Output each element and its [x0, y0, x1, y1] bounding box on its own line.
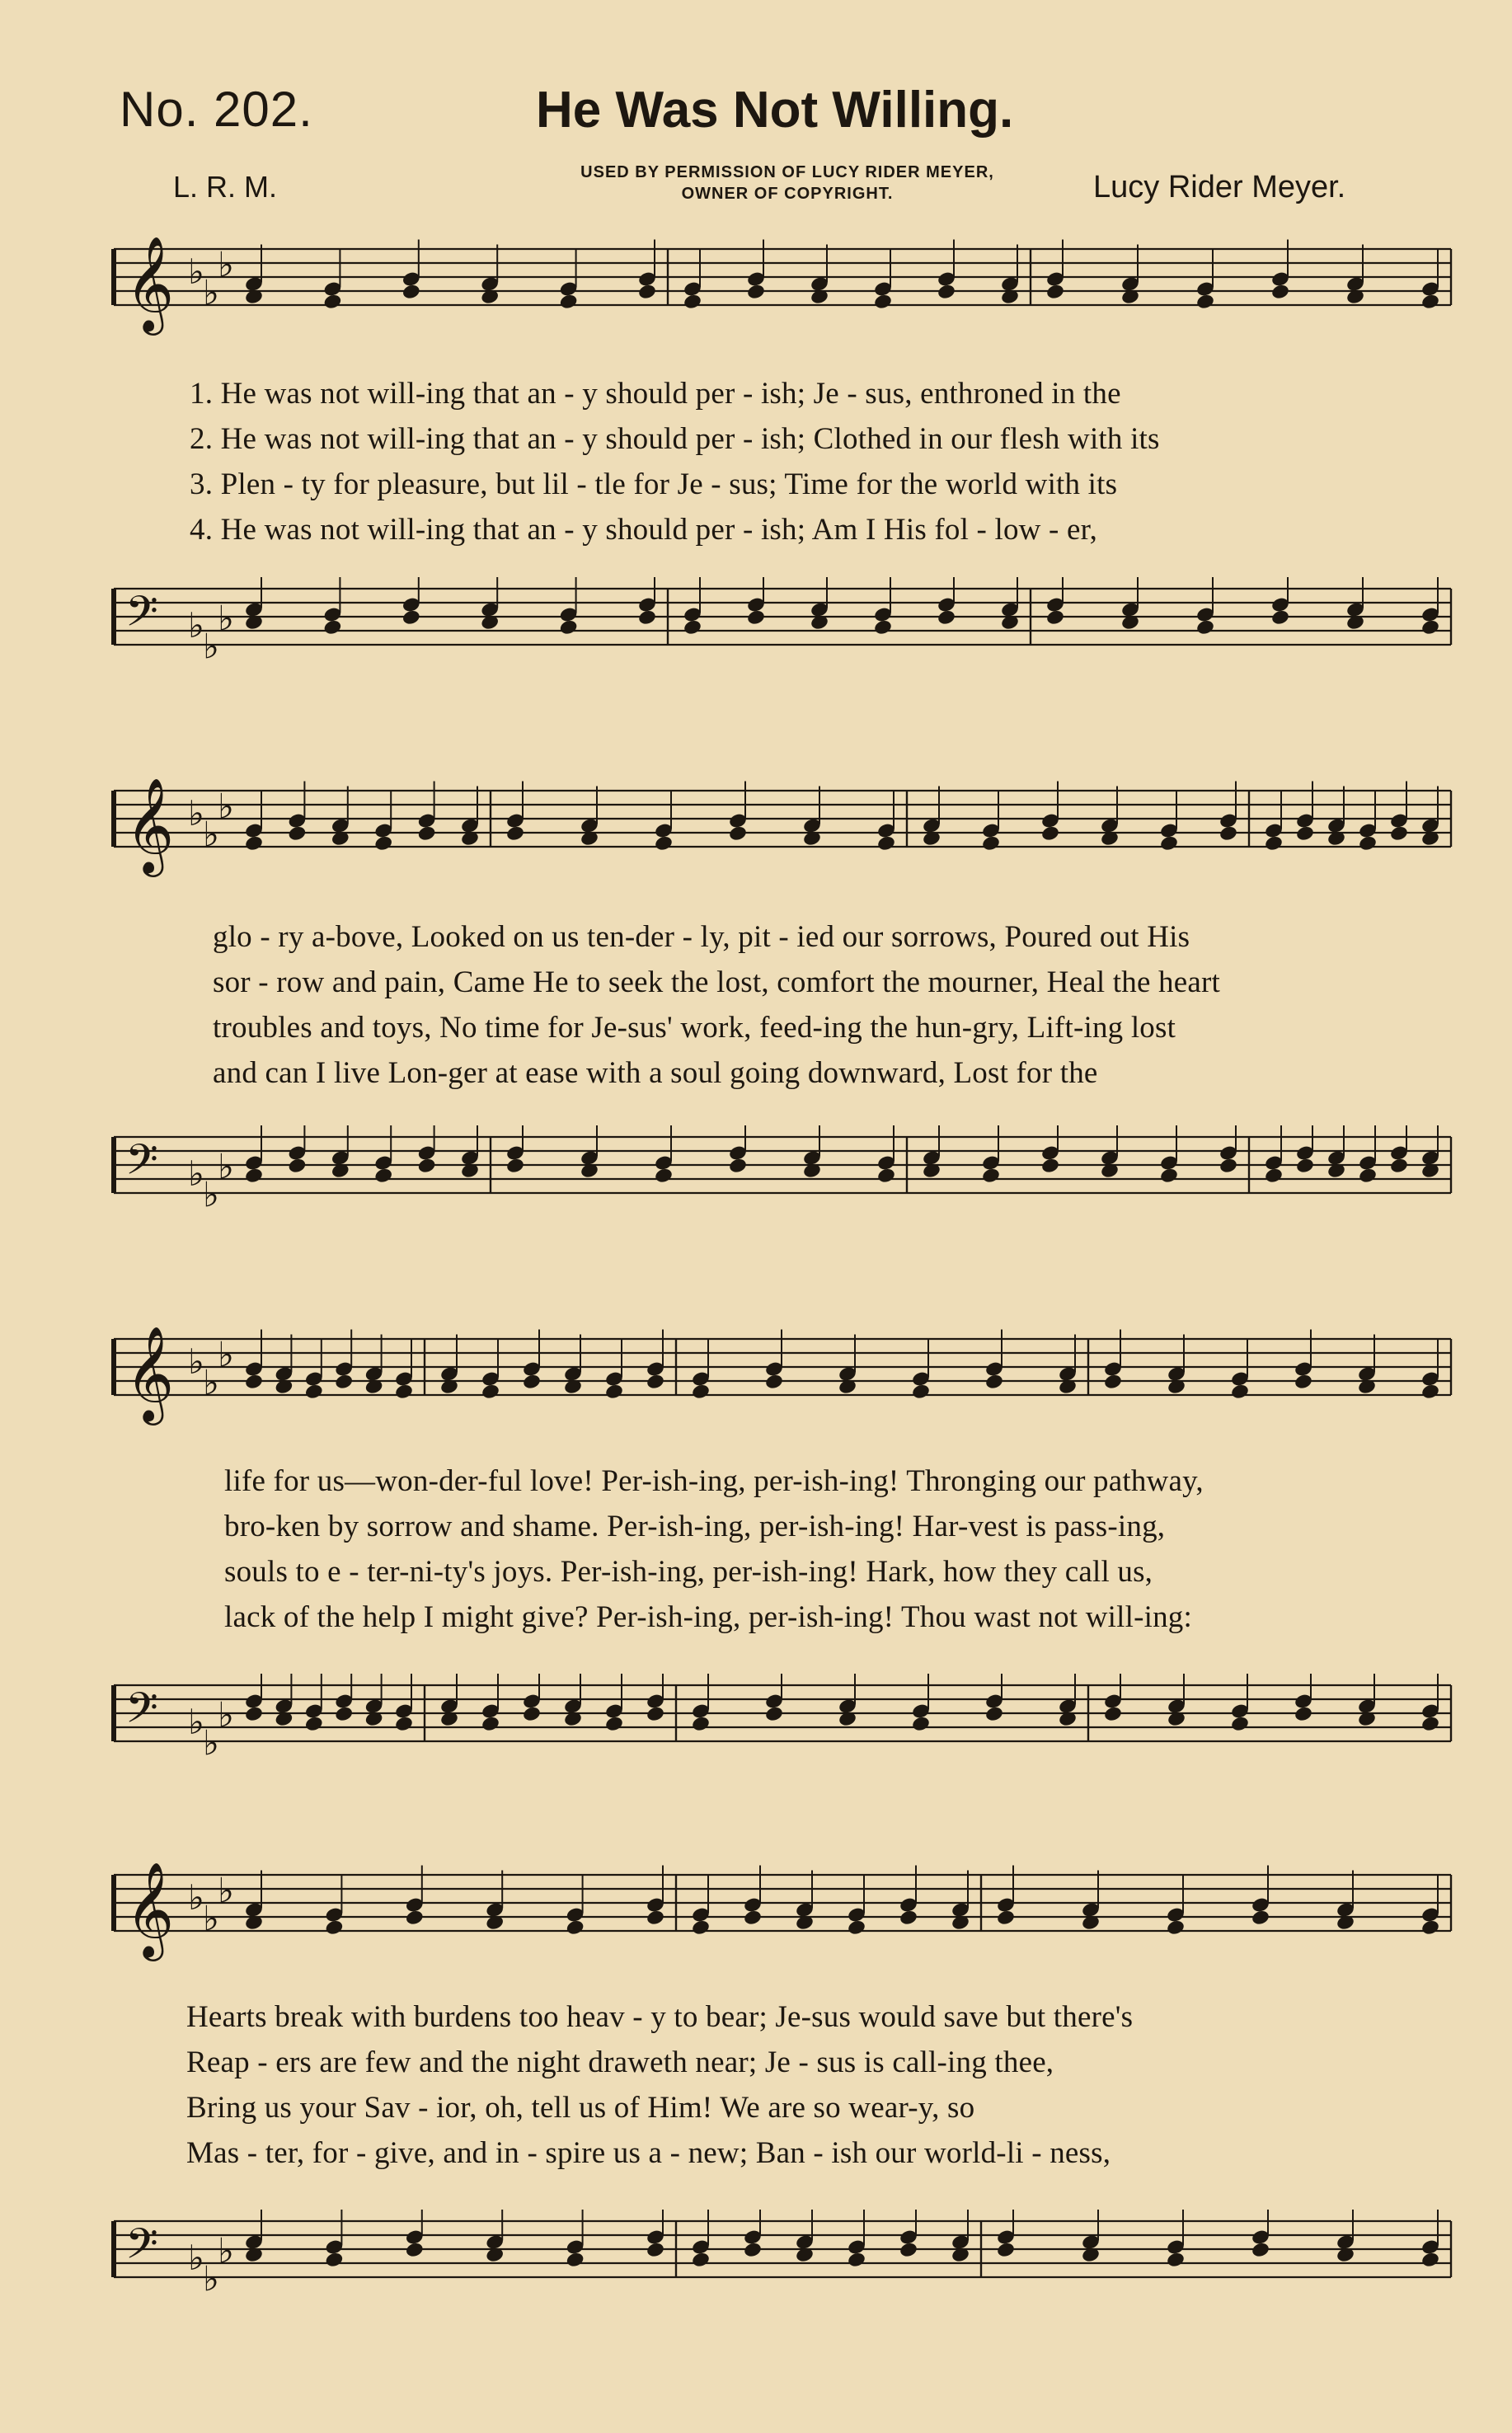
note-head: [1251, 2241, 1270, 2258]
note-head: [646, 1705, 665, 1722]
note-head: [1264, 1167, 1284, 1184]
note-head: [1420, 1919, 1440, 1936]
lyric-verse-3: Bring us your Sav - ior, oh, tell us of Him! We are so wear-y, so: [186, 2091, 975, 2125]
note-head: [1294, 1373, 1313, 1390]
note-head: [691, 1715, 711, 1732]
flat-icon: ♭: [218, 1694, 234, 1736]
flat-icon: ♭: [218, 2230, 234, 2271]
note-head: [1045, 608, 1065, 626]
note-head: [1294, 1705, 1313, 1722]
note-head: [417, 824, 437, 842]
flat-icon: ♭: [203, 1898, 219, 1939]
note-head: [1103, 1373, 1123, 1390]
note-head: [683, 618, 702, 636]
lyricist-name: Lucy Rider Meyer.: [1093, 170, 1346, 204]
lyric-verse-2: Reap - ers are few and the night draweth near; Je - sus is call-ing thee,: [186, 2046, 1054, 2079]
note-head: [324, 1919, 344, 1936]
lyric-verse-3: souls to e - ter-ni-ty's joys. Per-ish-ing, per-ish-ing! Hark, how they call us,: [224, 1555, 1153, 1589]
note-head: [334, 1373, 354, 1390]
note-head: [287, 1157, 307, 1174]
note-head: [1195, 293, 1215, 310]
note-head: [899, 1909, 918, 1926]
note-head: [981, 834, 1001, 852]
note-head: [764, 1373, 784, 1390]
note-head: [1270, 283, 1290, 300]
flat-icon: ♭: [203, 1362, 219, 1403]
music-system-1: [0, 223, 1512, 693]
lyric-verse-1: life for us—won-der-ful love! Per-ish-ing, per-ish-ing! Thronging our pathway,: [224, 1464, 1204, 1498]
note-head: [637, 283, 657, 300]
lyric-verse-3: 3. Plen - ty for pleasure, but lil - tle for Je - sus; Time for the world with its: [190, 467, 1118, 501]
flat-icon: ♭: [203, 814, 219, 855]
flat-icon: ♭: [218, 244, 234, 285]
flat-icon: ♭: [203, 1174, 219, 1215]
treble-clef-icon: 𝄞: [125, 779, 175, 873]
lyric-verse-2: sor - row and pain, Came He to seek the lost, comfort the mourner, Heal the heart: [213, 965, 1220, 999]
lyric-verse-4: lack of the help I might give? Per-ish-ing, per-ish-ing! Thou wast not will-ing:: [224, 1600, 1192, 1634]
note-head: [654, 834, 674, 852]
note-head: [1040, 824, 1060, 842]
note-head: [1159, 1167, 1179, 1184]
lyric-verse-4: and can I live Lon-ger at ease with a soul going downward, Lost for the: [213, 1056, 1098, 1090]
flat-icon: ♭: [218, 1870, 234, 1911]
flat-icon: ♭: [218, 786, 234, 827]
note-head: [559, 618, 579, 636]
note-head: [304, 1715, 324, 1732]
lyric-verse-2: bro-ken by sorrow and shame. Per-ish-ing, per-ish-ing! Har-vest is pass-ing,: [224, 1510, 1166, 1543]
composer-initials: L. R. M.: [173, 170, 278, 204]
note-head: [1219, 1157, 1238, 1174]
note-head: [1420, 1383, 1440, 1400]
note-head: [1358, 1167, 1378, 1184]
note-head: [899, 2241, 918, 2258]
note-head: [405, 2241, 425, 2258]
note-head: [322, 293, 342, 310]
note-head: [847, 1919, 866, 1936]
flat-icon: ♭: [188, 1877, 204, 1918]
note-head: [937, 283, 956, 300]
note-head: [481, 1383, 500, 1400]
note-head: [1420, 618, 1440, 636]
note-head: [847, 2251, 866, 2268]
note-head: [244, 834, 264, 852]
lyric-verse-2: 2. He was not will-ing that an - y should per - ish; Clothed in our flesh with its: [190, 422, 1160, 456]
note-head: [373, 834, 393, 852]
flat-icon: ♭: [203, 1722, 219, 1764]
note-head: [1295, 1157, 1315, 1174]
treble-clef-icon: 𝄞: [125, 1863, 175, 1957]
lyric-verse-1: glo - ry a-bove, Looked on us ten-der - ly, pit - ied our sorrows, Poured out His: [213, 920, 1190, 954]
note-head: [743, 2241, 763, 2258]
note-head: [937, 608, 956, 626]
note-head: [1420, 1715, 1440, 1732]
note-head: [1219, 824, 1238, 842]
note-head: [981, 1167, 1001, 1184]
note-head: [873, 618, 893, 636]
note-head: [505, 824, 525, 842]
bass-clef-icon: 𝄢: [125, 586, 158, 646]
note-head: [566, 1919, 585, 1936]
flat-icon: ♭: [203, 272, 219, 313]
note-head: [743, 1909, 763, 1926]
note-head: [559, 293, 579, 310]
flat-icon: ♭: [203, 626, 219, 667]
note-head: [401, 283, 421, 300]
note-head: [1389, 1157, 1409, 1174]
bass-staff-3: [0, 1674, 1512, 1781]
flat-icon: ♭: [188, 793, 204, 834]
note-head: [1166, 1919, 1186, 1936]
note-head: [1195, 618, 1215, 636]
note-head: [1103, 1705, 1123, 1722]
note-head: [764, 1705, 784, 1722]
note-head: [287, 824, 307, 842]
note-head: [373, 1167, 393, 1184]
music-system-4: [0, 1843, 1512, 2354]
note-head: [637, 608, 657, 626]
note-head: [683, 293, 702, 310]
note-head: [746, 608, 766, 626]
note-head: [604, 1383, 624, 1400]
lyric-verse-3: troubles and toys, No time for Je-sus' work, feed-ing the hun-gry, Lift-ing lost: [213, 1011, 1176, 1045]
note-head: [984, 1705, 1004, 1722]
flat-icon: ♭: [218, 1146, 234, 1187]
note-head: [322, 618, 342, 636]
note-head: [244, 1373, 264, 1390]
note-head: [334, 1705, 354, 1722]
treble-staff-4: [0, 1863, 1512, 1970]
note-head: [401, 608, 421, 626]
note-head: [728, 824, 748, 842]
note-head: [394, 1383, 414, 1400]
note-head: [505, 1157, 525, 1174]
bass-staff-2: [0, 1125, 1512, 1233]
note-head: [1295, 824, 1315, 842]
note-head: [911, 1715, 931, 1732]
note-head: [405, 1909, 425, 1926]
flat-icon: ♭: [218, 598, 234, 639]
note-head: [304, 1383, 324, 1400]
treble-staff-3: [0, 1327, 1512, 1435]
treble-staff-2: [0, 779, 1512, 886]
copyright-line-2: OWNER OF COPYRIGHT.: [681, 185, 894, 203]
note-head: [646, 2241, 665, 2258]
flat-icon: ♭: [188, 1341, 204, 1382]
note-head: [996, 2241, 1016, 2258]
bass-staff-1: [0, 577, 1512, 684]
note-head: [691, 2251, 711, 2268]
note-head: [1159, 834, 1179, 852]
note-head: [691, 1919, 711, 1936]
copyright-line-1: USED BY PERMISSION OF LUCY RIDER MEYER,: [580, 163, 994, 181]
bass-clef-icon: 𝄢: [125, 2219, 158, 2279]
note-head: [873, 293, 893, 310]
hymn-title: He Was Not Willing.: [536, 82, 1014, 139]
note-head: [324, 2251, 344, 2268]
note-head: [1251, 1909, 1270, 1926]
note-head: [746, 283, 766, 300]
flat-icon: ♭: [188, 605, 204, 646]
note-head: [522, 1705, 542, 1722]
note-head: [911, 1383, 931, 1400]
flat-icon: ♭: [188, 1702, 204, 1742]
note-head: [481, 1715, 500, 1732]
music-system-3: [0, 1311, 1512, 1797]
note-head: [1166, 2251, 1186, 2268]
note-head: [654, 1167, 674, 1184]
flat-icon: ♭: [188, 2238, 204, 2278]
note-head: [1230, 1715, 1250, 1732]
bass-clef-icon: 𝄢: [125, 1683, 158, 1743]
note-head: [1045, 283, 1065, 300]
note-head: [1264, 834, 1284, 852]
note-head: [876, 1167, 896, 1184]
bass-clef-icon: 𝄢: [125, 1134, 158, 1195]
note-head: [522, 1373, 542, 1390]
lyric-verse-1: Hearts break with burdens too heav - y to bear; Je-sus would save but there's: [186, 2000, 1134, 2034]
note-head: [691, 1383, 711, 1400]
flat-icon: ♭: [203, 2258, 219, 2299]
lyric-verse-4: 4. He was not will-ing that an - y should per - ish; Am I His fol - low - er,: [190, 513, 1098, 547]
hymn-number: No. 202.: [120, 82, 313, 137]
flat-icon: ♭: [218, 1334, 234, 1375]
note-head: [876, 834, 896, 852]
note-head: [1358, 834, 1378, 852]
note-head: [244, 1705, 264, 1722]
note-head: [1389, 824, 1409, 842]
flat-icon: ♭: [188, 1153, 204, 1194]
note-head: [1270, 608, 1290, 626]
note-head: [728, 1157, 748, 1174]
note-head: [1420, 2251, 1440, 2268]
bass-staff-4: [0, 2210, 1512, 2317]
treble-clef-icon: 𝄞: [125, 237, 175, 331]
treble-clef-icon: 𝄞: [125, 1327, 175, 1421]
note-head: [1230, 1383, 1250, 1400]
treble-staff-1: [0, 237, 1512, 345]
lyric-verse-4: Mas - ter, for - give, and in - spire us a - new; Ban - ish our world-li - ness,: [186, 2136, 1111, 2170]
lyric-verse-1: 1. He was not will-ing that an - y should per - ish; Je - sus, enthroned in the: [190, 377, 1121, 411]
music-system-2: [0, 763, 1512, 1241]
copyright-notice: [528, 162, 1047, 204]
note-head: [1040, 1157, 1060, 1174]
note-head: [244, 1167, 264, 1184]
note-head: [417, 1157, 437, 1174]
note-head: [996, 1909, 1016, 1926]
hymn-header: [0, 0, 1512, 231]
note-head: [604, 1715, 624, 1732]
note-head: [394, 1715, 414, 1732]
note-head: [1420, 293, 1440, 310]
note-head: [566, 2251, 585, 2268]
note-head: [646, 1373, 665, 1390]
flat-icon: ♭: [188, 251, 204, 292]
note-head: [646, 1909, 665, 1926]
note-head: [984, 1373, 1004, 1390]
